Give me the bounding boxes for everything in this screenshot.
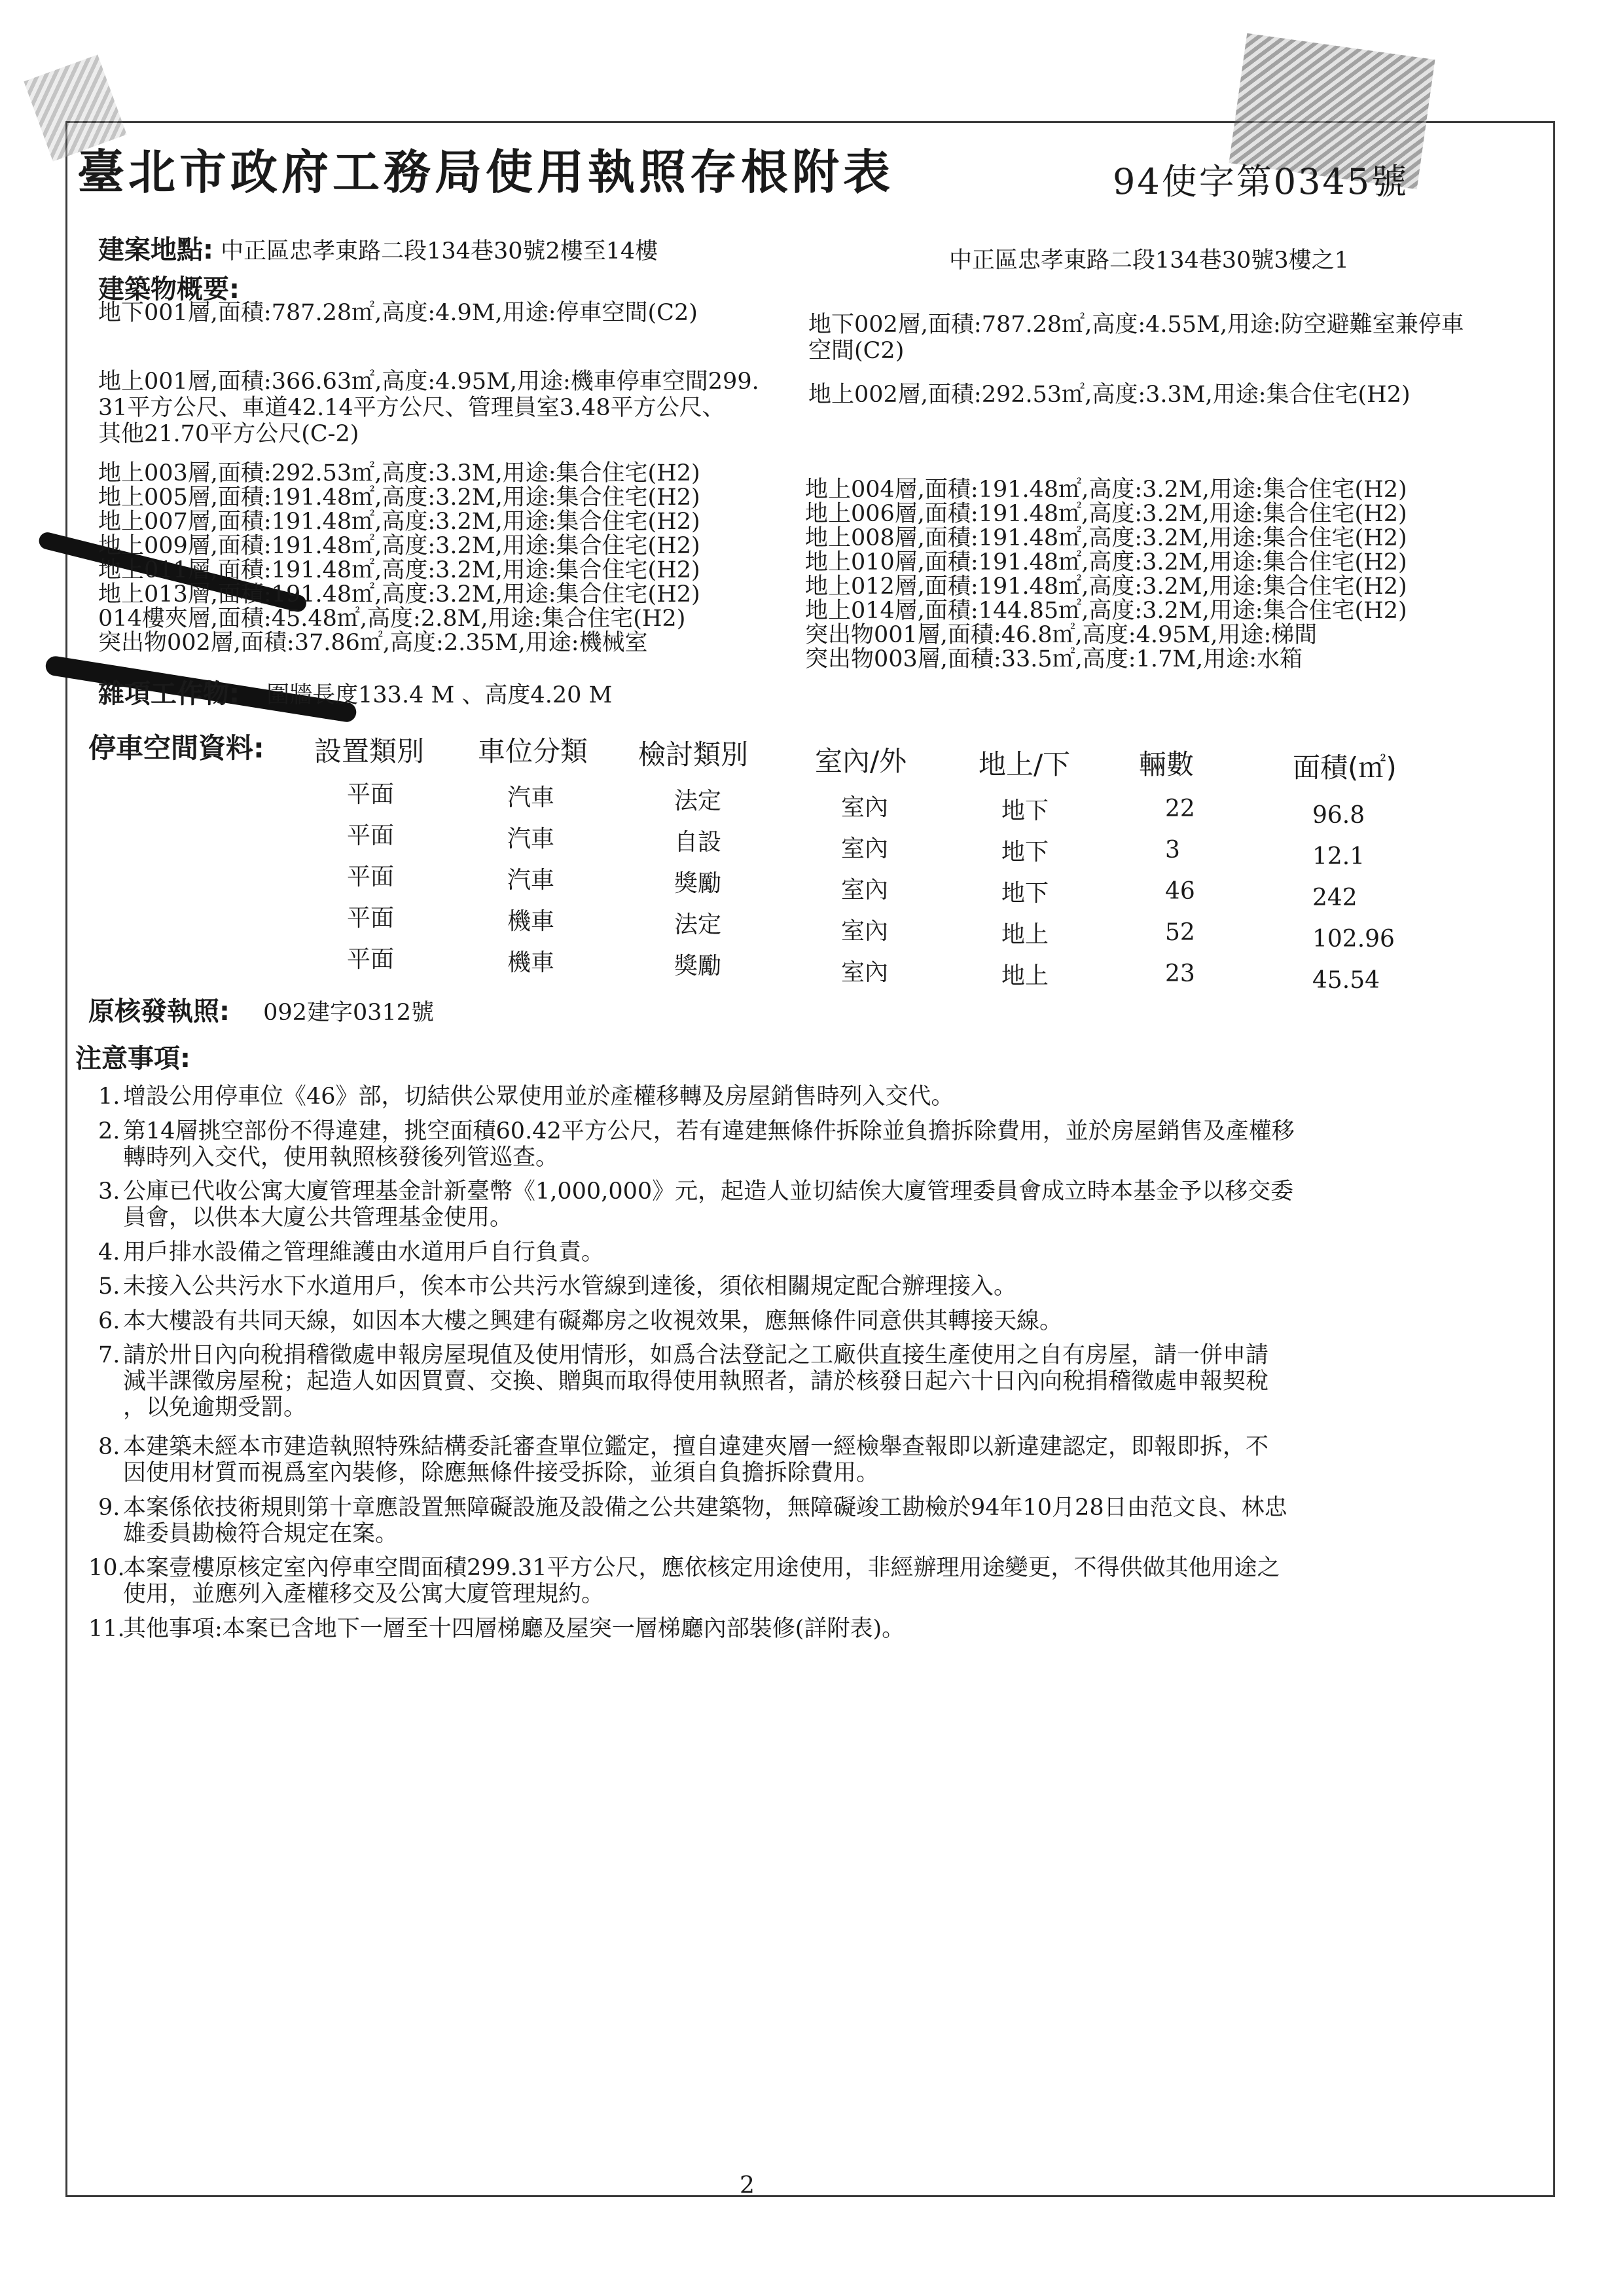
note-text: 減半課徵房屋稅；起造人如因買賣、交換、贈與而取得使用執照者，請於核發日起六十日內向稅捐稽徵處申報契稅 bbox=[123, 1368, 1269, 1394]
floor-item: 突出物001層,面積:46.8㎡,高度:4.95M,用途:梯間 bbox=[805, 622, 1318, 648]
table-cell: 獎勵 bbox=[674, 870, 722, 897]
table-cell: 機車 bbox=[507, 949, 555, 976]
floor-item: 地上003層,面積:292.53㎡,高度:3.3M,用途:集合住宅(H2) bbox=[98, 460, 700, 486]
note-text: 雄委員勘檢符合規定在案。 bbox=[123, 1521, 399, 1547]
table-cell: 地上 bbox=[1001, 962, 1049, 989]
note-number: 5. bbox=[98, 1273, 120, 1300]
note-text: 轉時列入交代，使用執照核發後列管巡查。 bbox=[123, 1144, 559, 1171]
floor-item: 突出物002層,面積:37.86㎡,高度:2.35M,用途:機械室 bbox=[98, 630, 648, 656]
floor-item: 地上008層,面積:191.48㎡,高度:3.2M,用途:集合住宅(H2) bbox=[805, 525, 1407, 551]
address-row bbox=[98, 237, 658, 264]
table-cell: 平面 bbox=[347, 946, 395, 973]
floor-item: 地上007層,面積:191.48㎡,高度:3.2M,用途:集合住宅(H2) bbox=[98, 509, 700, 535]
table-cell: 23 bbox=[1165, 960, 1195, 987]
table-cell: 室內 bbox=[841, 794, 889, 821]
header-cell: 地上/下 bbox=[979, 748, 1071, 780]
floor-item: 地上006層,面積:191.48㎡,高度:3.2M,用途:集合住宅(H2) bbox=[805, 501, 1407, 527]
floor-item: 地上010層,面積:191.48㎡,高度:3.2M,用途:集合住宅(H2) bbox=[805, 549, 1407, 575]
note-text: 使用，並應列入產權移交及公寓大廈管理規約。 bbox=[123, 1581, 605, 1607]
original-permit-value: 092建字0312號 bbox=[263, 1000, 435, 1026]
address-secondary: 中正區忠孝東路二段134巷30號3樓之1 bbox=[949, 247, 1349, 274]
table-cell: 242 bbox=[1312, 884, 1357, 911]
floor-item: 地上004層,面積:191.48㎡,高度:3.2M,用途:集合住宅(H2) bbox=[805, 477, 1407, 503]
note-number: 6. bbox=[98, 1308, 120, 1334]
floor-item: 突出物003層,面積:33.5㎡,高度:1.7M,用途:水箱 bbox=[805, 646, 1303, 672]
floor-item: 地上011層,面積:191.48㎡,高度:3.2M,用途:集合住宅(H2) bbox=[98, 557, 700, 583]
misc-structure-row bbox=[98, 681, 612, 708]
note-text: 公庫已代收公寓大廈管理基金計新臺幣《1,000,000》元，起造人並切結俟大廈管理委員會成立時本基金予以移交委 bbox=[123, 1178, 1294, 1205]
table-cell: 汽車 bbox=[507, 867, 555, 894]
note-item bbox=[98, 1084, 954, 1110]
floor-f1-line1: 地上001層,面積:366.63㎡,高度:4.95M,用途:機車停車空間299. bbox=[98, 369, 759, 395]
table-cell: 汽車 bbox=[507, 784, 555, 811]
header-cell: 檢討類別 bbox=[638, 738, 749, 771]
note-number: 7. bbox=[98, 1342, 120, 1368]
floor-b2-line2: 空間(C2) bbox=[808, 338, 905, 364]
floor-list-right bbox=[805, 478, 1407, 672]
note-number: 9. bbox=[98, 1495, 120, 1521]
table-cell: 12.1 bbox=[1312, 843, 1365, 870]
note-item bbox=[88, 1616, 905, 1642]
note-text: 第14層挑空部份不得違建，挑空面積60.42平方公尺，若有違建無條件拆除並負擔拆除費用，並於房屋銷售及產權移 bbox=[123, 1118, 1295, 1144]
note-item bbox=[98, 1342, 1268, 1421]
address-label: 建案地點: bbox=[98, 235, 213, 265]
table-cell: 地下 bbox=[1001, 880, 1049, 907]
document-title: 臺北市政府工務局使用執照存根附表 bbox=[77, 144, 895, 200]
table-cell: 汽車 bbox=[507, 826, 555, 852]
misc-value: 圍牆長度133.4 M 、高度4.20 M bbox=[266, 682, 613, 708]
table-cell: 自設 bbox=[674, 829, 722, 856]
note-number: 3. bbox=[98, 1178, 120, 1205]
floor-item: 地上012層,面積:191.48㎡,高度:3.2M,用途:集合住宅(H2) bbox=[805, 574, 1407, 600]
note-number: 2. bbox=[98, 1118, 120, 1144]
table-cell: 平面 bbox=[347, 781, 395, 808]
note-text: 其他事項:本案已含地下一層至十四層梯廳及屋突一層梯廳內部裝修(詳附表)。 bbox=[123, 1616, 905, 1642]
note-text: 因使用材質而視爲室內裝修，除應無條件接受拆除，並須自負擔拆除費用。 bbox=[123, 1460, 880, 1486]
table-cell: 52 bbox=[1165, 919, 1195, 946]
table-cell: 室內 bbox=[841, 918, 889, 945]
note-text: ，以免逾期受罰。 bbox=[123, 1394, 307, 1421]
table-cell: 機車 bbox=[507, 908, 555, 935]
table-cell: 室內 bbox=[841, 877, 889, 903]
note-text: 員會，以供本大廈公共管理基金使用。 bbox=[123, 1205, 513, 1231]
note-text: 本大樓設有共同天線，如因本大樓之興建有礙鄰房之收視效果，應無條件同意供其轉接天線。 bbox=[123, 1308, 1063, 1334]
note-item bbox=[98, 1495, 1287, 1547]
floor-b1: 地下001層,面積:787.28㎡,高度:4.9M,用途:停車空間(C2) bbox=[98, 300, 698, 326]
original-permit-label: 原核發執照: bbox=[88, 996, 230, 1027]
parking-label: 停車空間資料: bbox=[88, 732, 264, 764]
note-text: 本案係依技術規則第十章應設置無障礙設施及設備之公共建築物，無障礙竣工勘檢於94年10月28日由范文良、林忠 bbox=[123, 1495, 1287, 1521]
header-cell: 室內/外 bbox=[815, 745, 907, 777]
table-cell: 平面 bbox=[347, 905, 395, 932]
floor-item: 地上013層,面積:191.48㎡,高度:3.2M,用途:集合住宅(H2) bbox=[98, 581, 700, 608]
floor-item: 地上009層,面積:191.48㎡,高度:3.2M,用途:集合住宅(H2) bbox=[98, 533, 700, 559]
header-cell: 設置類別 bbox=[314, 735, 425, 767]
note-item bbox=[98, 1178, 1293, 1231]
note-text: 未接入公共污水下水道用戶，俟本市公共污水管線到達後，須依相關規定配合辦理接入。 bbox=[123, 1273, 1017, 1300]
note-item bbox=[98, 1434, 1268, 1486]
note-item bbox=[98, 1308, 1062, 1334]
table-cell: 平面 bbox=[347, 864, 395, 890]
note-text: 本案壹樓原核定室內停車空間面積299.31平方公尺，應依核定用途使用，非經辦理用途變更，不得供做其他用途之 bbox=[123, 1555, 1280, 1581]
note-item bbox=[98, 1239, 604, 1266]
table-cell: 3 bbox=[1165, 837, 1180, 864]
original-permit-row bbox=[88, 998, 434, 1026]
floor-f1-line2: 31平方公尺、車道42.14平方公尺、管理員室3.48平方公尺、 bbox=[98, 395, 725, 421]
floor-b2-line1: 地下002層,面積:787.28㎡,高度:4.55M,用途:防空避難室兼停車 bbox=[808, 312, 1464, 338]
page-number: 2 bbox=[740, 2172, 755, 2199]
table-cell: 獎勵 bbox=[674, 953, 722, 979]
table-cell: 地上 bbox=[1001, 921, 1049, 948]
header-cell: 車位分類 bbox=[478, 735, 588, 767]
table-cell: 45.54 bbox=[1312, 967, 1380, 994]
note-text: 請於卅日內向稅捐稽徵處申報房屋現值及使用情形，如爲合法登記之工廠供直接生產使用之自有房屋，請一併申請 bbox=[123, 1342, 1269, 1368]
table-cell: 法定 bbox=[674, 911, 722, 938]
permit-number: 94使字第0345號 bbox=[1113, 161, 1409, 202]
table-cell: 102.96 bbox=[1312, 926, 1395, 953]
floor-item: 014樓夾層,面積:45.48㎡,高度:2.8M,用途:集合住宅(H2) bbox=[98, 606, 686, 632]
floor-item: 地上005層,面積:191.48㎡,高度:3.2M,用途:集合住宅(H2) bbox=[98, 484, 700, 511]
note-number: 1. bbox=[98, 1084, 120, 1110]
notes-title: 注意事項: bbox=[75, 1044, 190, 1074]
floor-f2: 地上002層,面積:292.53㎡,高度:3.3M,用途:集合住宅(H2) bbox=[808, 382, 1411, 408]
note-item bbox=[98, 1118, 1295, 1171]
header-cell: 輛數 bbox=[1139, 748, 1195, 780]
table-cell: 22 bbox=[1165, 795, 1195, 822]
table-cell: 室內 bbox=[841, 835, 889, 862]
misc-label: 雜項工作物: bbox=[98, 679, 240, 709]
note-number: 10. bbox=[88, 1555, 125, 1581]
note-number: 8. bbox=[98, 1434, 120, 1460]
table-cell: 法定 bbox=[674, 788, 722, 814]
note-item bbox=[88, 1555, 1280, 1607]
table-cell: 地下 bbox=[1001, 797, 1049, 824]
note-number: 4. bbox=[98, 1239, 120, 1266]
note-item bbox=[98, 1273, 1016, 1300]
floor-item: 地上014層,面積:144.85㎡,高度:3.2M,用途:集合住宅(H2) bbox=[805, 598, 1407, 624]
note-text: 增設公用停車位《46》部，切結供公眾使用並於產權移轉及房屋銷售時列入交代。 bbox=[123, 1084, 954, 1110]
header-cell: 面積(㎡) bbox=[1293, 752, 1397, 784]
table-cell: 地下 bbox=[1001, 839, 1049, 866]
note-text: 本建築未經本市建造執照特殊結構委託審查單位鑑定，擅自違建夾層一經檢舉查報即以新違建認定，即報即拆，不 bbox=[123, 1434, 1269, 1460]
table-cell: 平面 bbox=[347, 822, 395, 849]
address-value: 中正區忠孝東路二段134巷30號2樓至14樓 bbox=[221, 238, 658, 264]
note-text: 用戶排水設備之管理維護由水道用戶自行負責。 bbox=[123, 1239, 605, 1266]
overview-label: 建築物概要: bbox=[98, 274, 240, 304]
floor-list-left bbox=[98, 462, 700, 655]
table-cell: 96.8 bbox=[1312, 802, 1365, 829]
note-number: 11. bbox=[88, 1616, 125, 1642]
floor-f1-line3: 其他21.70平方公尺(C-2) bbox=[98, 421, 359, 447]
table-cell: 室內 bbox=[841, 959, 889, 986]
table-cell: 46 bbox=[1165, 878, 1195, 905]
